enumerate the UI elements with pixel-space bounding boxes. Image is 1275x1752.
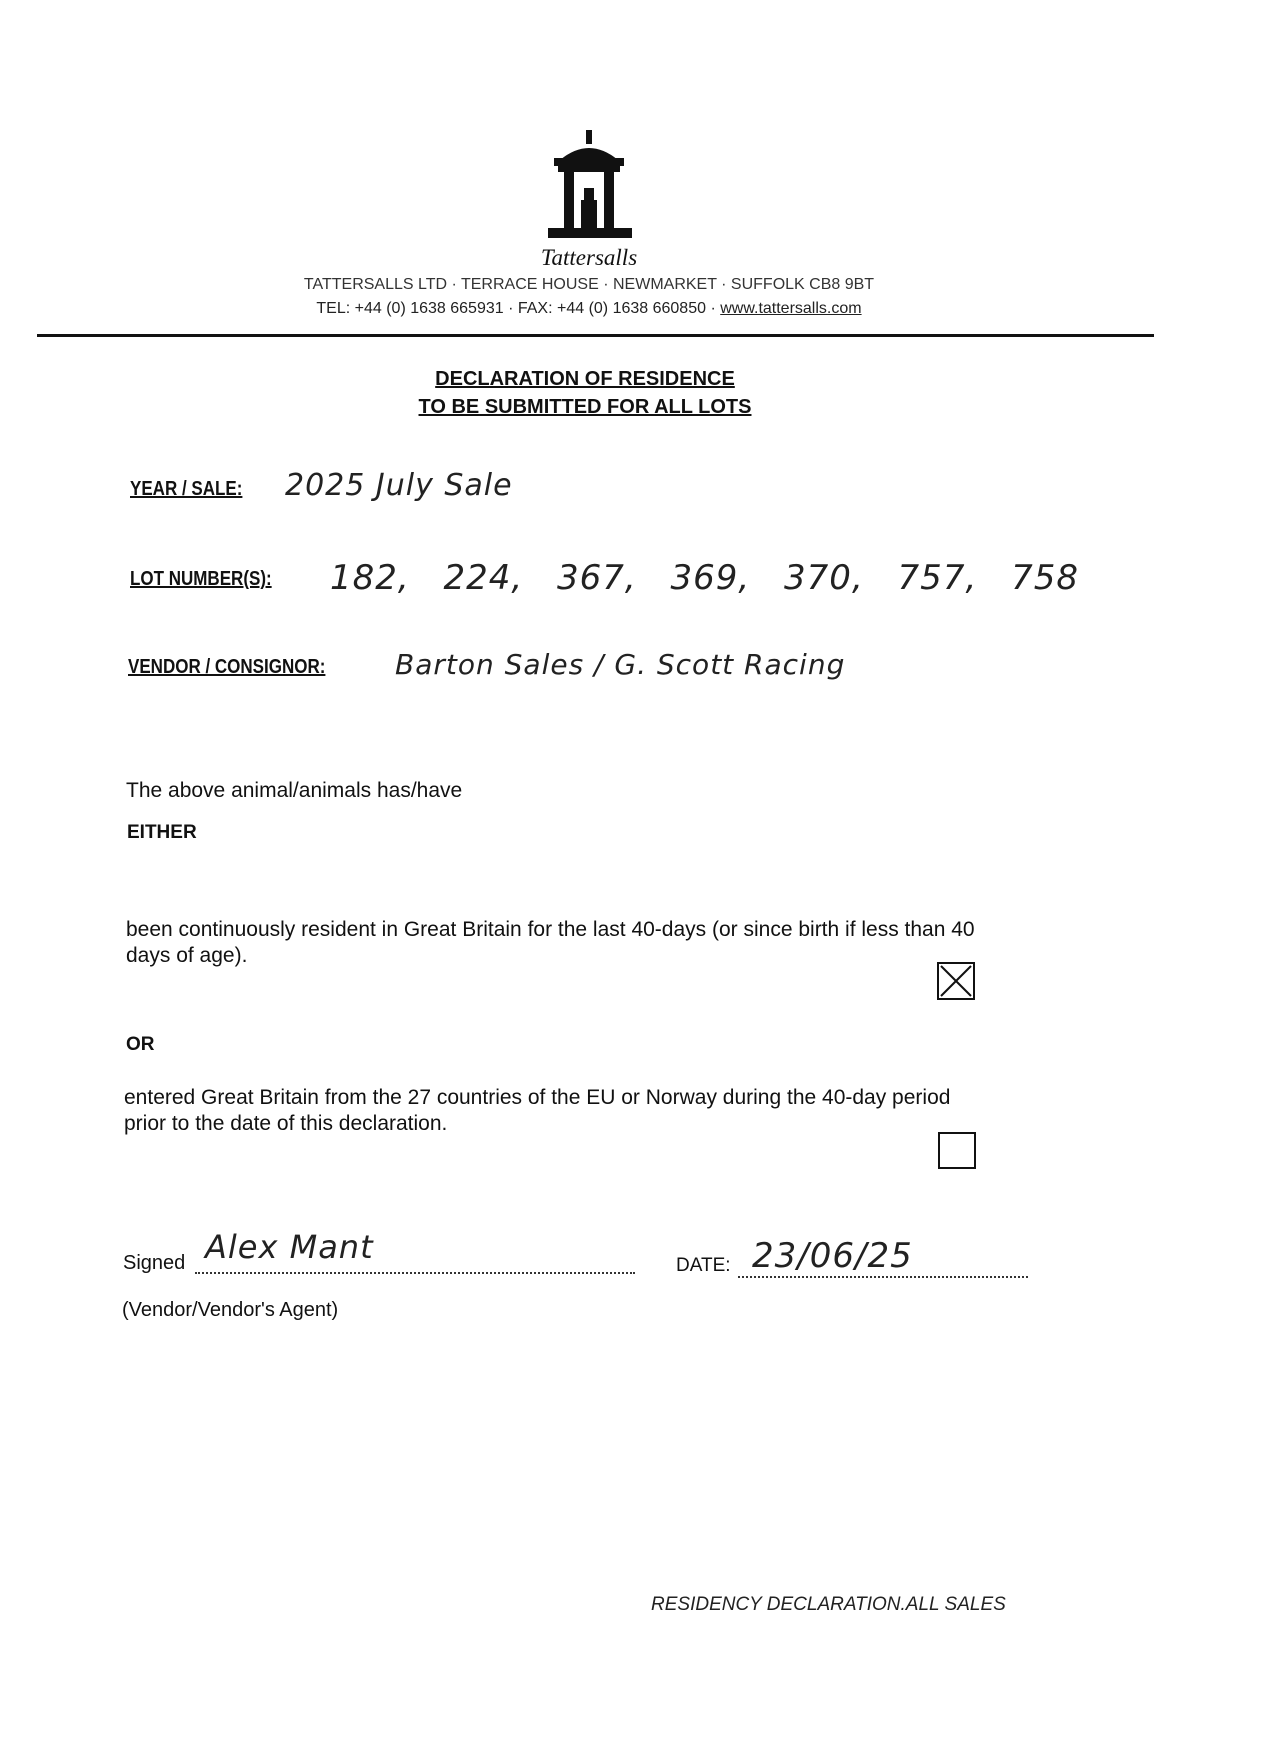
footer-reference: RESIDENCY DECLARATION.ALL SALES: [651, 1594, 1006, 1615]
statement-intro: The above animal/animals has/have: [126, 779, 463, 802]
website-link[interactable]: www.tattersalls.com: [720, 300, 862, 317]
signed-label: Signed: [123, 1252, 186, 1274]
option2-text-line1: entered Great Britain from the 27 countries of the EU or Norway during the 40-day period: [124, 1086, 951, 1109]
lot-numbers-label: LOT NUMBER(S):: [130, 568, 272, 590]
company-address: TATTERSALLS LTD · TERRACE HOUSE · NEWMARKET · SUFFOLK CB8 9BT: [303, 276, 875, 293]
checkmark-x-icon: [939, 964, 973, 998]
document-subtitle: TO BE SUBMITTED FOR ALL LOTS: [418, 396, 752, 418]
tattersalls-logo-icon: [540, 130, 640, 242]
date-label: DATE:: [676, 1255, 731, 1276]
company-contact: [0, 300, 1178, 318]
signature-value[interactable]: Alex Mant: [205, 1228, 374, 1266]
date-value[interactable]: 23/06/25: [752, 1236, 913, 1276]
year-sale-value[interactable]: 2025 July Sale: [285, 468, 513, 503]
option2-checkbox[interactable]: [938, 1132, 976, 1169]
or-label: OR: [126, 1034, 155, 1055]
option1-text-line1: been continuously resident in Great Britain for the last 40-days (or since birth if less than 40: [126, 918, 975, 941]
signature-line: [195, 1272, 635, 1274]
option2-text-line2: prior to the date of this declaration.: [124, 1112, 448, 1135]
vendor-label: VENDOR / CONSIGNOR:: [128, 656, 326, 678]
vendor-value[interactable]: Barton Sales / G. Scott Racing: [395, 648, 846, 681]
option1-checkbox[interactable]: [937, 962, 975, 1000]
lot-numbers-value[interactable]: 182, 224, 367, 369, 370, 757, 758: [330, 558, 1079, 598]
date-line: [738, 1276, 1028, 1278]
logo-wordmark: Tattersalls: [540, 245, 638, 270]
signer-role: (Vendor/Vendor's Agent): [122, 1299, 339, 1321]
year-sale-label: YEAR / SALE:: [130, 478, 243, 500]
either-label: EITHER: [127, 822, 197, 843]
header-divider: [37, 334, 1154, 337]
option1-text-line2: days of age).: [126, 944, 248, 967]
contact-numbers: TEL: +44 (0) 1638 665931 · FAX: +44 (0) 1638 660850 ·: [316, 300, 721, 317]
document-title: DECLARATION OF RESIDENCE: [435, 368, 735, 390]
